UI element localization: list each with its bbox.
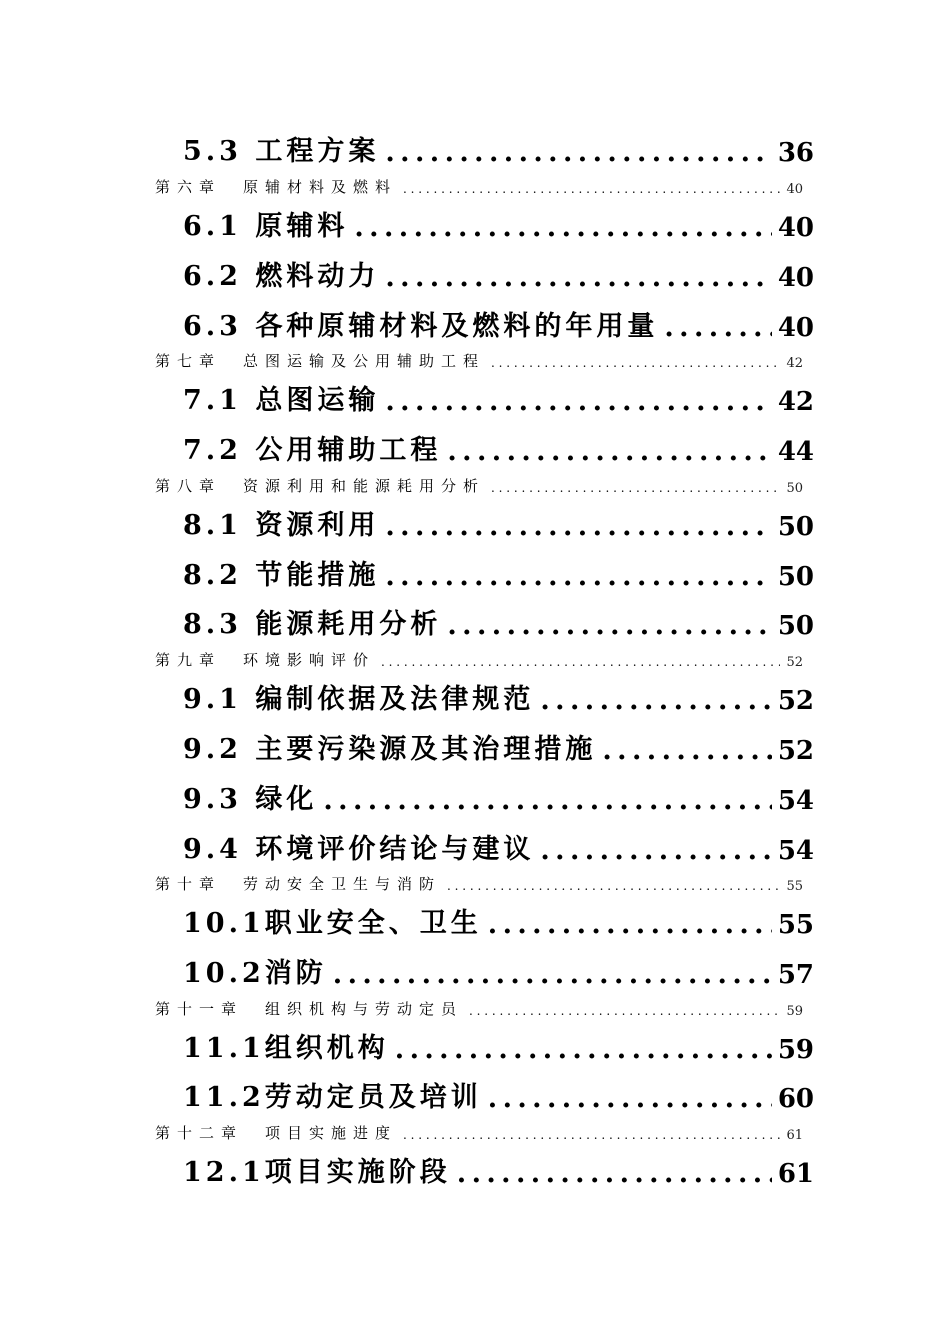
toc-page-number: 42: [786, 356, 803, 371]
toc-leader-dots: [403, 1125, 780, 1143]
toc-entry-label: 8.3 能源耗用分析: [183, 609, 442, 640]
toc-chapter-label: 第七章 总图运输及公用辅助工程: [155, 352, 486, 370]
toc-entry-8-2[interactable]: [183, 552, 814, 592]
toc-chapter-label: 第八章 资源利用和能源耗用分析: [155, 477, 486, 495]
toc-chapter-9[interactable]: [155, 648, 803, 670]
toc-entry-5-3[interactable]: [183, 128, 814, 168]
toc-entry-label: 8.1 资源利用: [183, 510, 380, 541]
toc-page-number: 52: [777, 736, 814, 766]
toc-page-number: 40: [786, 182, 803, 197]
toc-page-number: 44: [777, 437, 814, 467]
toc-chapter-label: 第十章 劳动安全卫生与消防: [155, 875, 442, 893]
toc-entry-7-1[interactable]: [183, 377, 814, 417]
toc-entry-9-1[interactable]: [183, 676, 814, 716]
toc-entry-label: 10.1职业安全、卫生: [183, 908, 482, 939]
toc-page-number: 40: [777, 213, 814, 243]
toc-entry-label: 5.3 工程方案: [183, 136, 380, 167]
toc-chapter-6[interactable]: [155, 175, 803, 197]
toc-leader-dots: [447, 436, 771, 467]
toc-leader-dots: [488, 909, 772, 940]
toc-chapter-label: 第九章 环境影响评价: [155, 651, 376, 669]
toc-entry-10-1[interactable]: [183, 900, 814, 940]
toc-page-number: 61: [777, 1159, 814, 1189]
toc-entry-11-1[interactable]: [183, 1025, 814, 1065]
toc-entry-7-2[interactable]: [183, 427, 814, 467]
toc-page-number: 59: [786, 1004, 803, 1019]
toc-entry-label: 6.2 燃料动力: [183, 261, 380, 292]
toc-entry-label: 9.1 编制依据及法律规范: [183, 684, 535, 715]
toc-page-number: 54: [777, 836, 814, 866]
toc-entry-6-3[interactable]: [183, 303, 814, 343]
toc-leader-dots: [385, 561, 771, 592]
toc-page-number: 52: [786, 655, 803, 670]
toc-leader-dots: [385, 511, 771, 542]
toc-leader-dots: [385, 386, 771, 417]
toc-leader-dots: [385, 262, 771, 293]
toc-leader-dots: [381, 652, 780, 670]
toc-page-number: 61: [786, 1128, 803, 1143]
toc-leader-dots: [395, 1034, 772, 1065]
toc-page-number: 52: [777, 686, 814, 716]
toc-leader-dots: [403, 179, 780, 197]
toc-entry-label: 12.1项目实施阶段: [183, 1157, 451, 1188]
toc-chapter-10[interactable]: [155, 872, 803, 894]
toc-page-number: 40: [777, 313, 814, 343]
toc-entry-label: 11.1组织机构: [183, 1033, 389, 1064]
toc-chapter-label: 第十一章 组织机构与劳动定员: [155, 1000, 464, 1018]
toc-entry-11-2[interactable]: [183, 1074, 814, 1114]
toc-entry-9-4[interactable]: [183, 826, 814, 866]
toc-entry-label: 6.3 各种原辅材料及燃料的年用量: [183, 311, 659, 342]
toc-entry-10-2[interactable]: [183, 950, 814, 990]
toc-leader-dots: [333, 959, 772, 990]
toc-page-number: 36: [777, 138, 814, 168]
toc-leader-dots: [457, 1158, 772, 1189]
toc-page-number: 55: [777, 910, 814, 940]
toc-chapter-12[interactable]: [155, 1121, 803, 1143]
toc-page-number: 54: [777, 786, 814, 816]
toc-page-number: 40: [777, 263, 814, 293]
toc-entry-label: 9.4 环境评价结论与建议: [183, 834, 535, 865]
toc-entry-6-1[interactable]: [183, 203, 814, 243]
toc-leader-dots: [488, 1083, 772, 1114]
toc-entry-label: 11.2劳动定员及培训: [183, 1082, 482, 1113]
toc-entry-9-3[interactable]: [183, 776, 814, 816]
toc-page-number: 59: [777, 1035, 814, 1065]
toc-page-number: 50: [777, 562, 814, 592]
toc-leader-dots: [447, 610, 771, 641]
toc-page-number: 50: [777, 512, 814, 542]
toc-entry-8-1[interactable]: [183, 502, 814, 542]
toc-leader-dots: [385, 137, 771, 168]
toc-leader-dots: [540, 685, 771, 716]
toc-chapter-label: 第十二章 项目实施进度: [155, 1124, 398, 1142]
toc-entry-label: 9.3 绿化: [183, 784, 318, 815]
toc-leader-dots: [540, 835, 771, 866]
toc-page-number: 57: [777, 960, 814, 990]
toc-page-number: 55: [786, 879, 803, 894]
toc-entry-8-3[interactable]: [183, 601, 814, 641]
toc-leader-dots: [323, 785, 771, 816]
toc-chapter-8[interactable]: [155, 474, 803, 496]
toc-leader-dots: [602, 735, 771, 766]
toc-entry-9-2[interactable]: [183, 726, 814, 766]
toc-chapter-label: 第六章 原辅材料及燃料: [155, 178, 398, 196]
toc-page-number: 50: [786, 481, 803, 496]
toc-entry-label: 8.2 节能措施: [183, 560, 380, 591]
toc-leader-dots: [447, 876, 780, 894]
toc-leader-dots: [354, 212, 771, 243]
toc-entry-6-2[interactable]: [183, 253, 814, 293]
toc-entry-label: 9.2 主要污染源及其治理措施: [183, 734, 597, 765]
toc-chapter-7[interactable]: [155, 349, 803, 371]
toc-chapter-11[interactable]: [155, 997, 803, 1019]
toc-leader-dots: [664, 312, 771, 343]
toc-leader-dots: [491, 353, 780, 371]
toc-page-number: 50: [777, 611, 814, 641]
toc-entry-12-1[interactable]: [183, 1149, 814, 1189]
toc-entry-label: 7.2 公用辅助工程: [183, 435, 442, 466]
toc-page-number: 60: [777, 1084, 814, 1114]
toc-entry-label: 7.1 总图运输: [183, 385, 380, 416]
toc-page-number: 42: [777, 387, 814, 417]
toc-entry-label: 6.1 原辅料: [183, 211, 349, 242]
toc-leader-dots: [469, 1001, 780, 1019]
toc-entry-label: 10.2消防: [183, 958, 327, 989]
toc-leader-dots: [491, 478, 780, 496]
